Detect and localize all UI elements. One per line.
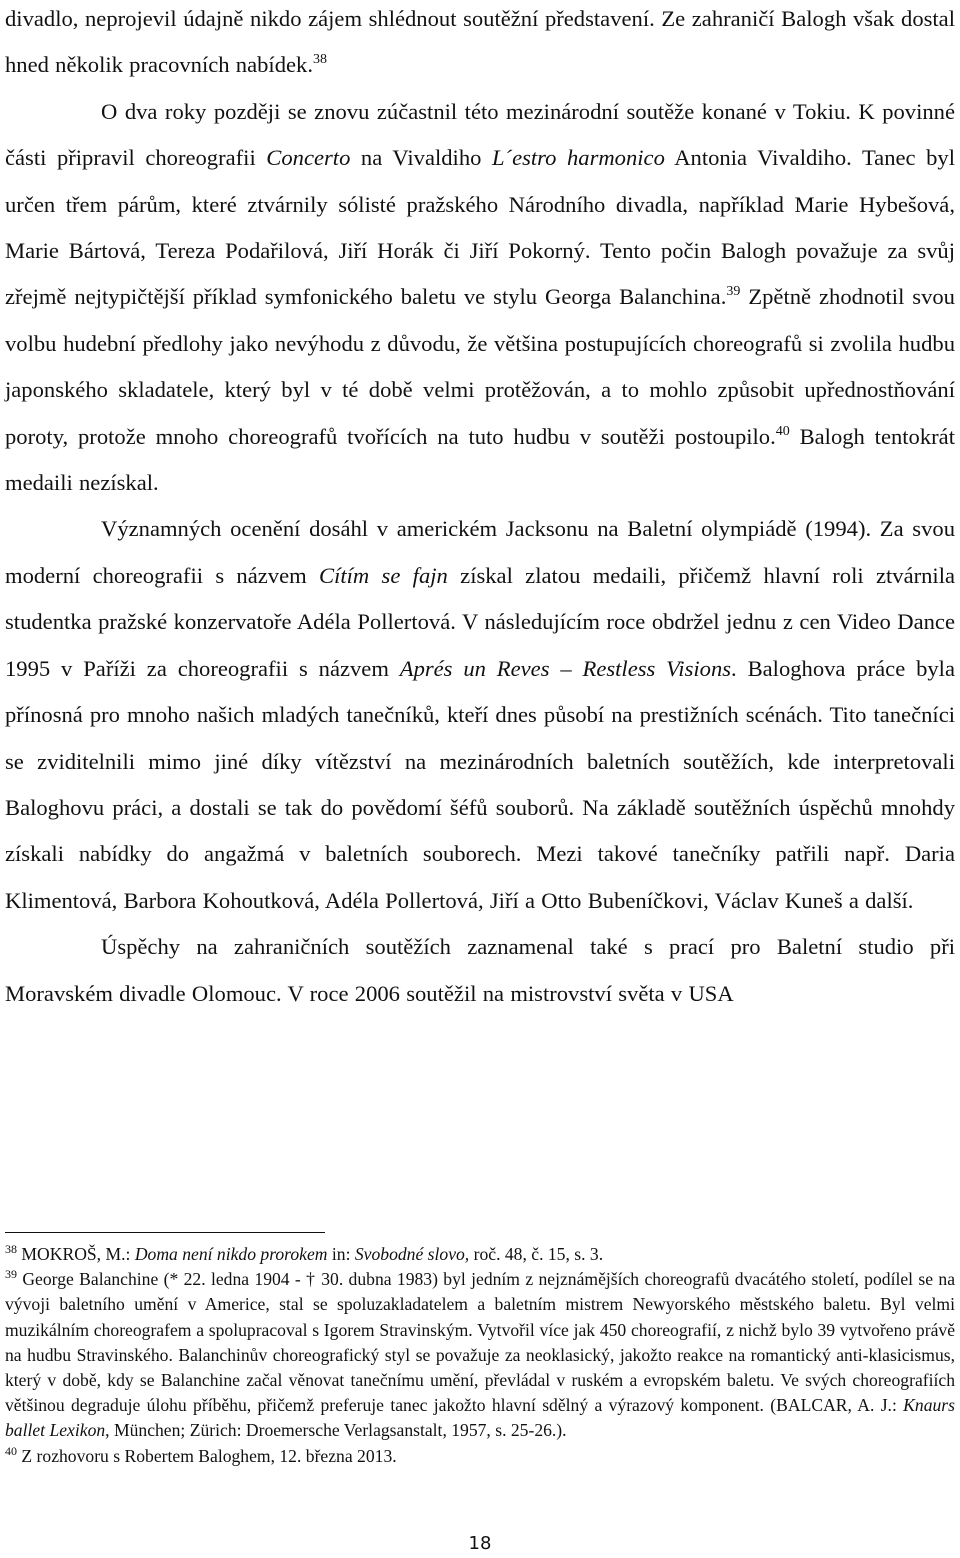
footnote-ref-38[interactable]: 38 [312, 52, 327, 68]
footnote-ref-40[interactable]: 40 [775, 423, 790, 439]
footnote-text: Z rozhovoru s Robertem Baloghem, 12. března 2013. [17, 1445, 397, 1466]
paragraph-3-text: Významných ocenění dosáhl v americkém Jacksonu na Baletní olympiádě (1994). Za svou moderní choreografii s názvem [5, 516, 955, 588]
paragraph-2 [5, 89, 955, 507]
work-title-apres-un-reves: Aprés un Reves – Restless Visions [399, 655, 732, 681]
footnote-text: in: [327, 1244, 355, 1264]
paragraph-2-text: Zpětně zhodnotil svou volbu hudební předlohy jako nevýhodu z důvodu, že většina postupujících choreografů si zvolila hudbu japonského skladatele, který byl v té době velmi protěžován, a to mohlo způsobit upřednostňování poroty, protože mnoho choreografů tvořících na tuto hudbu v soutěži postoupilo. [5, 284, 955, 449]
footnote-article-title: Doma není nikdo prorokem [134, 1244, 328, 1264]
footnote-periodical: Svobodné slovo, [354, 1244, 470, 1264]
footnote-book-title: Knaurs ballet Lexikon [5, 1395, 955, 1441]
paragraph-3 [5, 506, 955, 924]
work-title-citim-se-fajn: Cítím se fajn [319, 562, 448, 588]
paragraph-3-text: . Baloghova práce byla přínosná pro mnoho našich mladých tanečníků, kteří dnes působí na prestižních scénách. Tito tanečníci se zviditelnili mimo jiné díky vítězství na mezinárodních baletních soutěžích, kde interpretovali Baloghovu práci, a dostali se tak do povědomí šéfů souborů. Na základě soutěžních úspěchů mnohdy získali nabídky do angažmá v baletních souborech. Mezi takové tanečníky patřili např. Daria Klimentová, Barbora Kohoutková, Adéla Pollertová, Jiří a Otto Bubeníčkovi, Václav Kuneš a další. [5, 655, 955, 913]
footnote-number: 39 [5, 1267, 17, 1282]
paragraph-1-text: divadlo, neprojevil údajně nikdo zájem shlédnout soutěžní představení. Ze zahraničí Balogh však dostal hned několik pracovních nabídek. [5, 6, 955, 78]
footnote-text: roč. 48, č. 15, s. 3. [469, 1244, 604, 1264]
paragraph-2-text: Balogh tentokrát medaili nezískal. [5, 423, 955, 496]
footnotes [5, 1242, 955, 1469]
footnote-ref-39[interactable]: 39 [726, 284, 741, 300]
footnote-text: MOKROŠ, M.: [17, 1244, 135, 1264]
footnote-38 [5, 1242, 955, 1267]
footnote-40 [5, 1444, 955, 1469]
footnote-separator [5, 1232, 325, 1233]
footnote-number: 40 [5, 1443, 17, 1458]
footnote-text: George Balanchine (* 22. ledna 1904 - † 30. dubna 1983) byl jedním z nejznámějších choreografů dvacátého století, podílel se na vývoji baletního umění v Americe, stal se spoluzakladatelem a baletním mistrem Newyorského městského baletu. Byl velmi muzikálním choreografem a spolupracoval s Igorem Stravinským. Vytvořil více jak 450 choreografií, z nichž bylo 39 vytvořeno právě na hudbu Stravinského. Balanchinův choreografický styl se považuje za neoklasický, jakožto reakce na romantický anti-klasicismus, který v době, kdy se Balanchine začal věnovat tanečnímu umění, převládal v ruském a evropském baletu. Ve svých choreografiích většinou degraduje úlohu příběhu, přičemž preferuje tanec jakožto hlavní sdělný a výrazový komponent. (BALCAR, A. J.: [5, 1269, 955, 1416]
work-title-concerto: Concerto [266, 145, 351, 171]
footnote-39 [5, 1267, 955, 1443]
paragraph-4 [5, 924, 955, 1017]
footnote-number: 38 [5, 1242, 17, 1256]
paragraph-1 [5, 0, 955, 89]
paragraph-2-text: O dva roky později se znovu zúčastnil této mezinárodní soutěže konané v Tokiu. K povinné části připravil choreografii [5, 98, 955, 171]
page-number: 18 [468, 1533, 492, 1554]
paragraph-2-text: na Vivaldiho [350, 145, 492, 171]
paragraph-2-text: Antonia Vivaldiho. Tanec byl určen třem párům, které ztvárnily sólisté pražského Národního divadla, například Marie Hybešová, Marie Bártová, Tereza Podařilová, Jiří Horák či Jiří Pokorný. Tento počin Balogh považuje za svůj zřejmě nejtypičtější příklad symfonického baletu ve stylu Georga Balanchina. [5, 145, 955, 310]
main-text [5, 0, 955, 1017]
work-title-estro-harmonico: L´estro harmonico [491, 145, 665, 171]
paragraph-3-text: získal zlatou medaili, přičemž hlavní roli ztvárnila studentka pražské konzervatoře Adéla Pollertová. V následujícím roce obdržel jednu z cen Video Dance 1995 v Paříži za choreografii s názvem [5, 562, 956, 681]
paragraph-4-text: Úspěchy na zahraničních soutěžích zaznamenal také s prací pro Baletní studio při Moravském divadle Olomouc. V roce 2006 soutěžil na mistrovství světa v USA [5, 934, 955, 1006]
footnote-text: , München; Zürich: Droemersche Verlagsanstalt, 1957, s. 25-26.). [105, 1420, 567, 1441]
document-page [5, 0, 955, 1558]
